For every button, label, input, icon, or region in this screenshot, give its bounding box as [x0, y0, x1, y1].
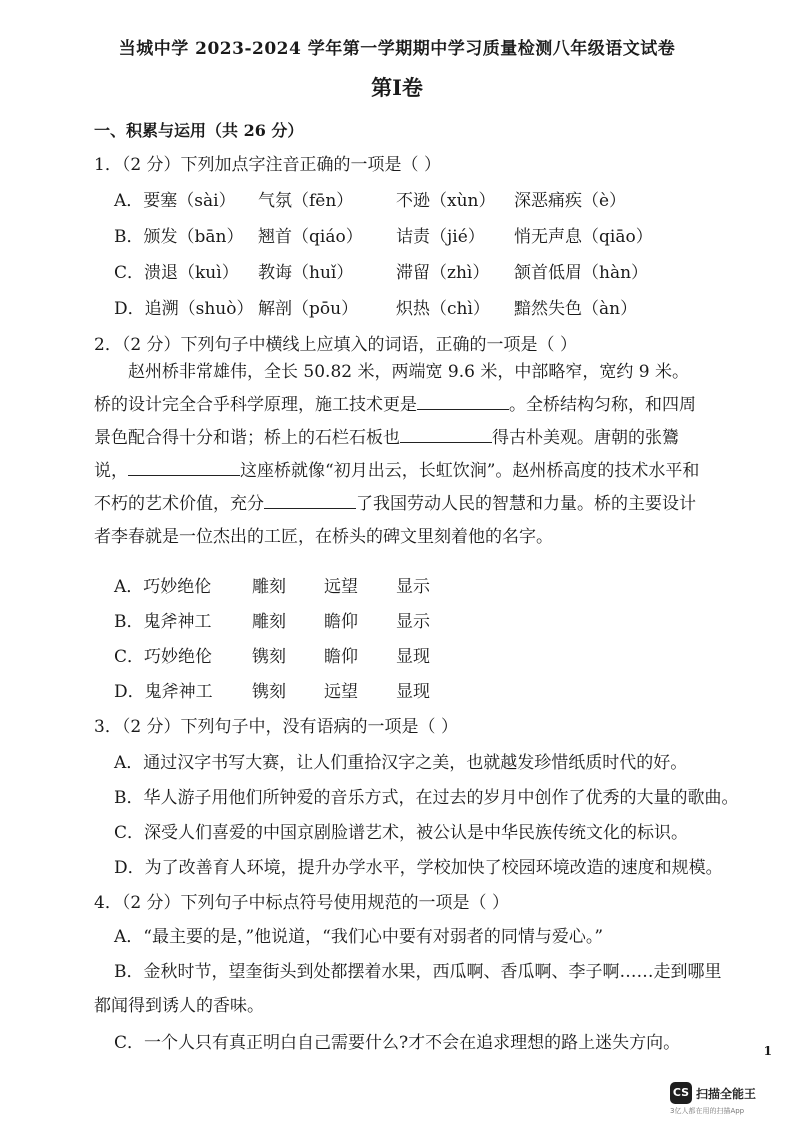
question-4-option-b-continued: 都闻得到诱人的香味。	[94, 996, 264, 1016]
question-3-option-b: B．华人游子用他们所钟爱的音乐方式，在过去的岁月中创作了优秀的大量的歌曲。	[114, 788, 739, 808]
exam-title: 当城中学 2023-2024 学年第一学期期中学习质量检测八年级语文试卷	[118, 39, 676, 59]
option-cell: 雕刻	[252, 612, 286, 632]
question-3-option-c: C．深受人们喜爱的中国京剧脸谱艺术，被公认是中华民族传统文化的标识。	[114, 823, 689, 843]
option-cell: 诘责（jié）	[396, 227, 485, 247]
question-3-option-a: A．通过汉字书写大赛，让人们重拾汉字之美，也就越发珍惜纸质时代的好。	[114, 753, 688, 773]
option-cell: 远望	[324, 682, 358, 702]
answer-blank[interactable]	[264, 492, 356, 509]
option-cell: 滞留（zhì）	[396, 263, 490, 283]
option-cell: 瞻仰	[324, 612, 358, 632]
question-1-option-d	[114, 294, 637, 319]
option-cell: C．溃退（kuì）	[114, 263, 239, 283]
question-4-option-a: A．“最主要的是，”他说道，“我们心中要有对弱者的同情与爱心。”	[114, 927, 604, 947]
scanner-brand: 扫描全能王	[696, 1086, 757, 1101]
option-cell: 显现	[396, 682, 430, 702]
question-1-option-a	[114, 186, 626, 211]
question-2-option-a	[114, 572, 430, 597]
question-2-option-c	[114, 642, 430, 667]
scanner-watermark	[670, 1082, 780, 1116]
option-cell: 深恶痛疾（è）	[514, 191, 627, 211]
question-4-stem: 4．（2 分）下列句子中标点符号使用规范的一项是（ ）	[94, 893, 509, 913]
option-cell: 显示	[396, 612, 430, 632]
passage-text: 了我国劳动人民的智慧和力量。桥的主要设计者李春就是一位杰出的工匠，在桥头的碑文里刻着他的名字。	[94, 494, 696, 547]
question-3-stem: 3．（2 分）下列句子中，没有语病的一项是（ ）	[94, 717, 458, 737]
passage-text: 得古朴美观。唐朝的张鷟说，	[94, 428, 679, 481]
answer-blank[interactable]	[417, 393, 509, 410]
option-cell: 镌刻	[252, 682, 286, 702]
option-cell: 瞻仰	[324, 647, 358, 667]
option-cell: 悄无声息（qiāo）	[514, 227, 653, 247]
volume-heading: 第Ⅰ卷	[371, 75, 423, 100]
question-3-option-d: D．为了改善育人环境，提升办学水平，学校加快了校园环境改造的速度和规模。	[114, 858, 723, 878]
passage-text: 赵州桥非常雄伟，全长 50.82 米，两端宽 9.6 米，中部略窄，宽约 9 米。桥的设计完全合乎科学原理，施工技术更是	[94, 362, 689, 415]
passage-text: 。全桥结构匀称，和四周景色配合得十分和谐；桥上的石栏石板也	[94, 395, 696, 448]
option-cell: C．巧妙绝伦	[114, 647, 213, 667]
question-4-option-c: C．一个人只有真正明白自己需要什么?才不会在追求理想的路上迷失方向。	[114, 1033, 681, 1053]
option-cell: 镌刻	[252, 647, 286, 667]
option-cell: D．鬼斧神工	[114, 682, 213, 702]
question-2-option-b	[114, 607, 430, 632]
scanner-tagline: 3亿人都在用的扫描App	[670, 1107, 745, 1115]
option-cell: D．追溯（shuò）	[114, 299, 254, 319]
question-2-stem: 2．（2 分）下列句子中横线上应填入的词语，正确的一项是（ ）	[94, 335, 577, 355]
question-2-option-d	[114, 677, 430, 702]
answer-blank[interactable]	[400, 426, 492, 443]
option-cell: 气氛（fēn）	[258, 191, 354, 211]
option-cell: 雕刻	[252, 577, 286, 597]
section-heading: 一、积累与运用（共 26 分）	[94, 121, 304, 140]
option-cell: A．要塞（sài）	[114, 191, 236, 211]
question-2-passage	[94, 356, 700, 554]
option-cell: B．颁发（bān）	[114, 227, 244, 247]
question-1-option-b	[114, 222, 653, 247]
scanner-logo-icon: CS	[670, 1082, 692, 1104]
option-cell: 显示	[396, 577, 430, 597]
option-cell: A．巧妙绝伦	[114, 577, 212, 597]
option-cell: 翘首（qiáo）	[258, 227, 363, 247]
page-number: 1	[763, 1044, 772, 1058]
option-cell: 显现	[396, 647, 430, 667]
question-4-option-b: B．金秋时节，望奎街头到处都摆着水果，西瓜啊、香瓜啊、李子啊……走到哪里	[114, 962, 722, 982]
option-cell: 炽热（chì）	[396, 299, 490, 319]
option-cell: 解剖（pōu）	[258, 299, 359, 319]
question-1-stem: 1．（2 分）下列加点字注音正确的一项是（ ）	[94, 155, 441, 175]
option-cell: 教诲（huǐ）	[258, 263, 354, 283]
option-cell: 颔首低眉（hàn）	[514, 263, 649, 283]
option-cell: 不逊（xùn）	[396, 191, 496, 211]
option-cell: 远望	[324, 577, 358, 597]
passage-text: 这座桥就像“初月出云，长虹饮涧”。赵州桥高度的技术水平和不朽的艺术价值，充分	[94, 461, 700, 514]
question-1-option-c	[114, 258, 648, 283]
answer-blank[interactable]	[128, 459, 240, 476]
option-cell: B．鬼斧神工	[114, 612, 212, 632]
option-cell: 黯然失色（àn）	[514, 299, 638, 319]
